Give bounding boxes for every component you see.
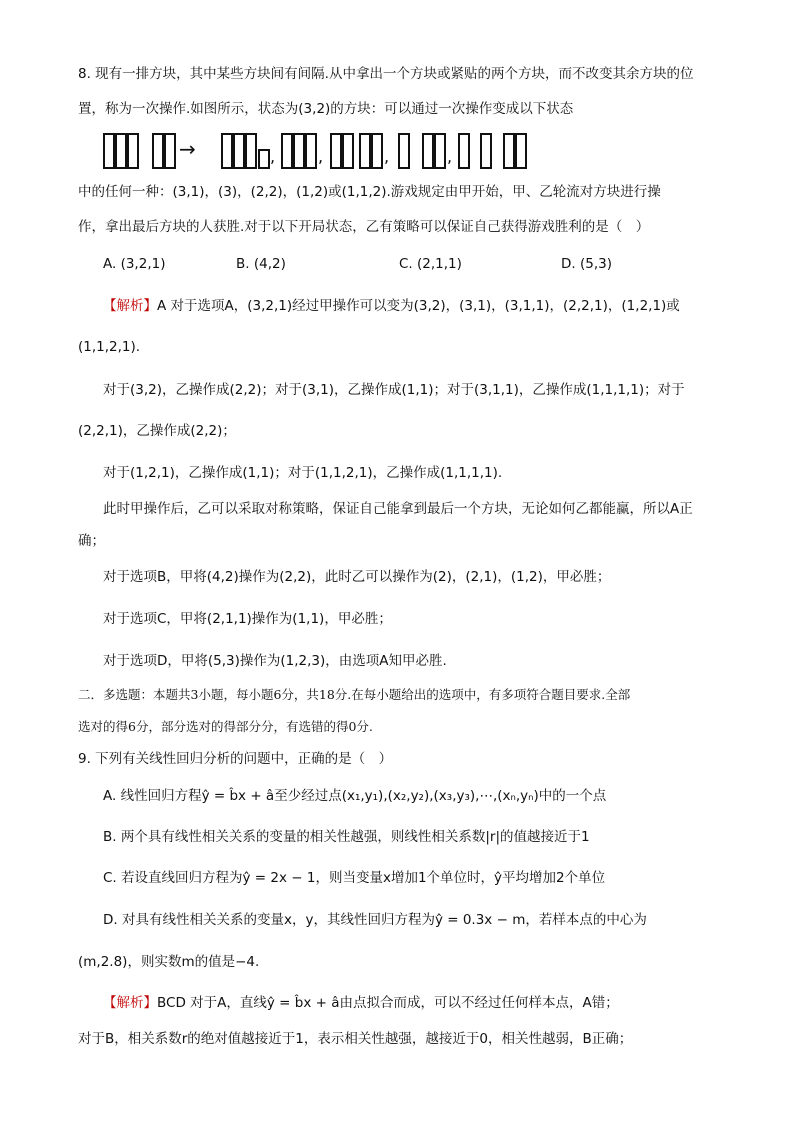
sol8-line-9: 对于选项C，甲将(2,1,1)操作为(1,1)，甲必胜； — [103, 611, 392, 627]
q8-line-1: 8. 现有一排方块，其中某些方块间有间隔.从中拿出一个方块或紧贴的两个方块，而不改变其余方块的位 — [78, 66, 694, 82]
q9-option-d-line-2: (m,2.8)，则实数m的值是−4. — [78, 954, 260, 970]
section-header-line-2: 选对的得6分，部分选对的得部分分，有选错的得0分. — [78, 719, 373, 734]
arrow-icon: → — [179, 137, 196, 161]
sol9-line-2: 对于B，相关系数r的绝对值越接近于1，表示相关性越强，越接近于0，相关性越弱，B正确； — [78, 1031, 633, 1047]
q8-option-d: D. (5,3) — [561, 256, 612, 272]
q9-stem: 9. 下列有关线性回归分析的问题中，正确的是（ ） — [78, 751, 393, 767]
q8-option-a: A. (3,2,1) — [103, 256, 166, 272]
sol8-line-2: (1,1,2,1). — [78, 339, 141, 355]
sol8-line-3: 对于(3,2)，乙操作成(2,2)；对于(3,1)，乙操作成(1,1)；对于(3,1,1)，乙操作成(1,1,1,1)；对于 — [103, 382, 685, 398]
sol8-line-10: 对于选项D，甲将(5,3)操作为(1,2,3)，由选项A知甲必胜. — [103, 653, 447, 669]
sol8-line-5: 对于(1,2,1)，乙操作成(1,1)；对于(1,1,2,1)，乙操作成(1,1,1,1). — [103, 465, 503, 481]
q9-option-a: A. 线性回归方程ŷ = b̂x + â至少经过点(x₁,y₁),(x₂,y₂),(x₃,y₃),⋯,(xₙ,yₙ)中的一个点 — [103, 788, 607, 804]
sol9-line-1: 【解析】BCD 对于A，直线ŷ = b̂x + â由点拟合而成，可以不经过任何样本点，A错； — [103, 995, 619, 1011]
q8-line-3: 中的任何一种：(3,1)，(3)，(2,2)，(1,2)或(1,1,2).游戏规定由甲开始，甲、乙轮流对方块进行操 — [78, 184, 661, 200]
sol8-line-6: 此时甲操作后，乙可以采取对称策略，保证自己能拿到最后一个方块，无论如何乙都能赢，所以A正 — [103, 501, 693, 517]
q9-option-b: B. 两个具有线性相关关系的变量的相关性越强，则线性相关系数|r|的值越接近于1 — [103, 829, 590, 845]
q8-line-2: 置，称为一次操作.如图所示，状态为(3,2)的方块：可以通过一次操作变成以下状态 — [78, 101, 574, 117]
solution-tag: 【解析】 — [103, 995, 157, 1011]
q8-line-4: 作，拿出最后方块的人获胜.对于以下开局状态，乙有策略可以保证自己获得游戏胜利的是（ ） — [78, 219, 650, 235]
q9-option-d-line-1: D. 对具有线性相关关系的变量x，y，其线性回归方程为ŷ = 0.3x − m，若样本点的中心为 — [103, 912, 647, 928]
sol8-line-7: 确； — [78, 533, 105, 549]
block-state-figure: → , , , , — [103, 133, 543, 169]
section-header-line-1: 二．多选题：本题共3小题，每小题6分，共18分.在每小题给出的选项中，有多项符合题目要求.全部 — [78, 687, 631, 702]
q8-option-b: B. (4,2) — [236, 256, 286, 272]
q8-option-c: C. (2,1,1) — [399, 256, 462, 272]
sol8-line-1: 【解析】A 对于选项A，(3,2,1)经过甲操作可以变为(3,2)，(3,1)，(3,1,1)，(2,2,1)，(1,2,1)或 — [103, 298, 680, 314]
sol8-line-4: (2,2,1)，乙操作成(2,2)； — [78, 423, 236, 439]
q9-option-c: C. 若设直线回归方程为ŷ = 2x − 1，则当变量x增加1个单位时，ŷ平均增加2个单位 — [103, 870, 606, 886]
sol8-line-8: 对于选项B，甲将(4,2)操作为(2,2)，此时乙可以操作为(2)，(2,1)，(1,2)，甲必胜； — [103, 569, 611, 585]
solution-tag: 【解析】 — [103, 298, 157, 314]
